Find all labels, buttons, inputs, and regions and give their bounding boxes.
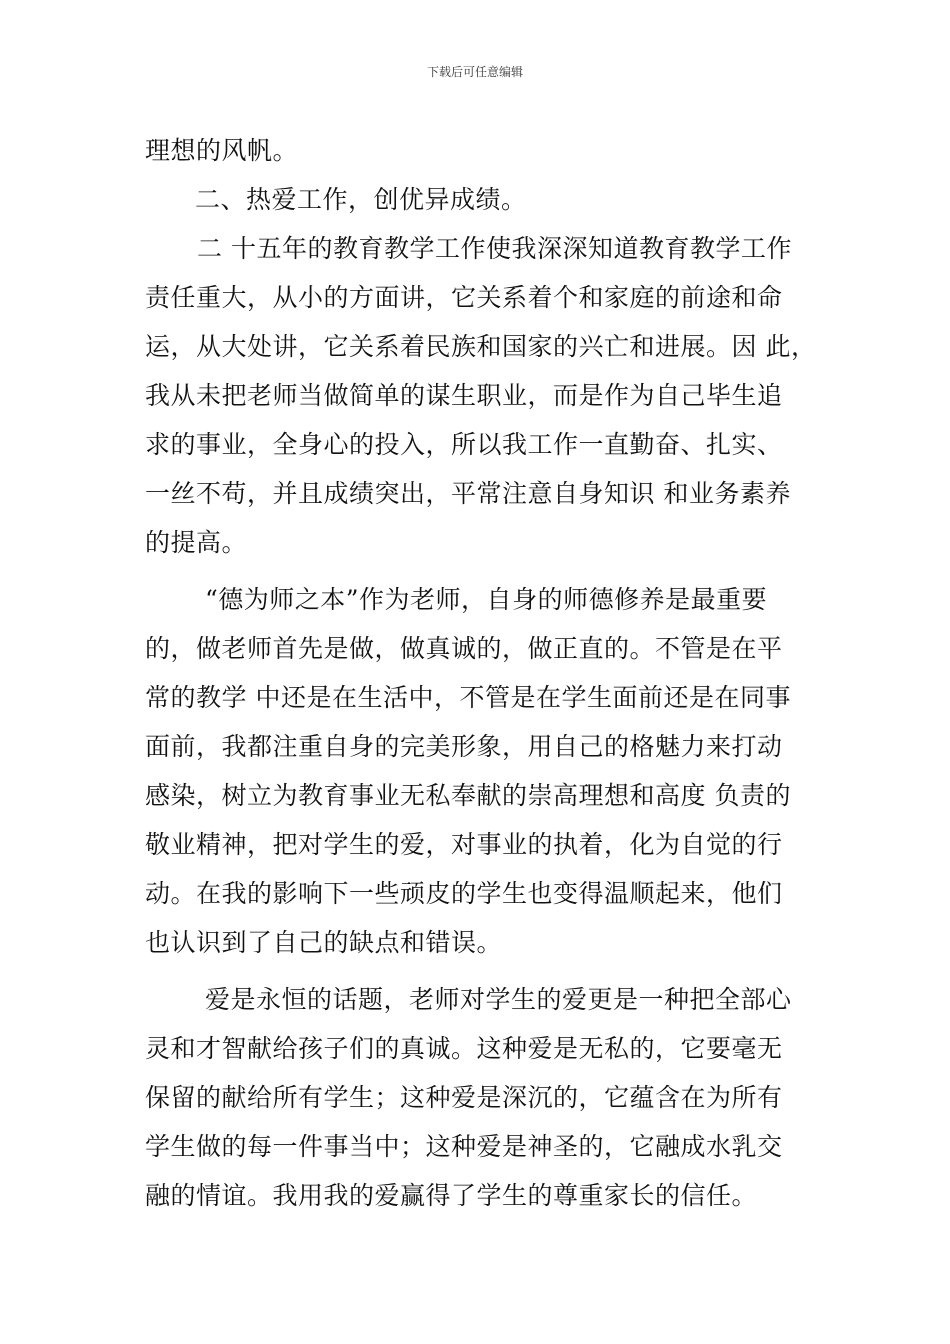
page-header: 下载后可任意编辑 xyxy=(426,65,523,79)
text-line: 动。在我的影响下一些顽皮的学生也变得温顺起来，他们 xyxy=(145,879,783,908)
text-line: 理想的风帆。 xyxy=(145,136,299,165)
text-line: 求的事业，全身心的投入，所以我工作一直勤奋、扎实、 xyxy=(145,430,783,459)
text-line: 常的教学 中还是在生活中，不管是在学生面前还是在同事 xyxy=(145,683,791,712)
text-line: 敬业精神，把对学生的爱，对事业的执着，化为自觉的行 xyxy=(145,830,783,859)
text-line: 运，从大处讲，它关系着民族和国家的兴亡和进展。因 此， xyxy=(145,332,817,361)
text-line: 我从未把老师当做简单的谋生职业，而是作为自己毕生追 xyxy=(145,381,783,410)
text-line: 学生做的每一件事当中；这种爱是神圣的，它融成水乳交 xyxy=(145,1132,783,1161)
text-line: 一丝不苟，并且成绩突出，平常注意自身知识 和业务素养 xyxy=(145,479,791,508)
text-line: 责任重大，从小的方面讲，它关系着个和家庭的前途和命 xyxy=(145,283,783,312)
document-body xyxy=(145,126,817,1220)
text-line: 感染，树立为教育事业无私奉献的崇高理想和高度 负责的 xyxy=(145,781,791,810)
text-line: 爱是永恒的话题，老师对学生的爱更是一种把全部心 xyxy=(205,985,792,1014)
text-line: 也认识到了自己的缺点和错误。 xyxy=(145,928,503,957)
text-line: 的提高。 xyxy=(145,528,248,557)
text-line: 面前，我都注重自身的完美形象，用自己的格魅力来打动 xyxy=(145,732,783,761)
text-line: 保留的献给所有学生；这种爱是深沉的，它蕴含在为所有 xyxy=(145,1083,783,1112)
text-line: 的，做老师首先是做，做真诚的，做正直的。不管是在平 xyxy=(145,634,783,663)
text-line: “德为师之本”作为老师，自身的师德修养是最重要 xyxy=(205,585,768,614)
text-line: 二 十五年的教育教学工作使我深深知道教育教学工作 xyxy=(197,234,792,263)
text-line: 灵和才智献给孩子们的真诚。这种爱是无私的，它要毫无 xyxy=(145,1034,783,1063)
section-heading: 二、热爱工作，创优异成绩。 xyxy=(195,185,527,214)
text-line: 融的情谊。我用我的爱赢得了学生的尊重家长的信任。 xyxy=(145,1181,758,1210)
